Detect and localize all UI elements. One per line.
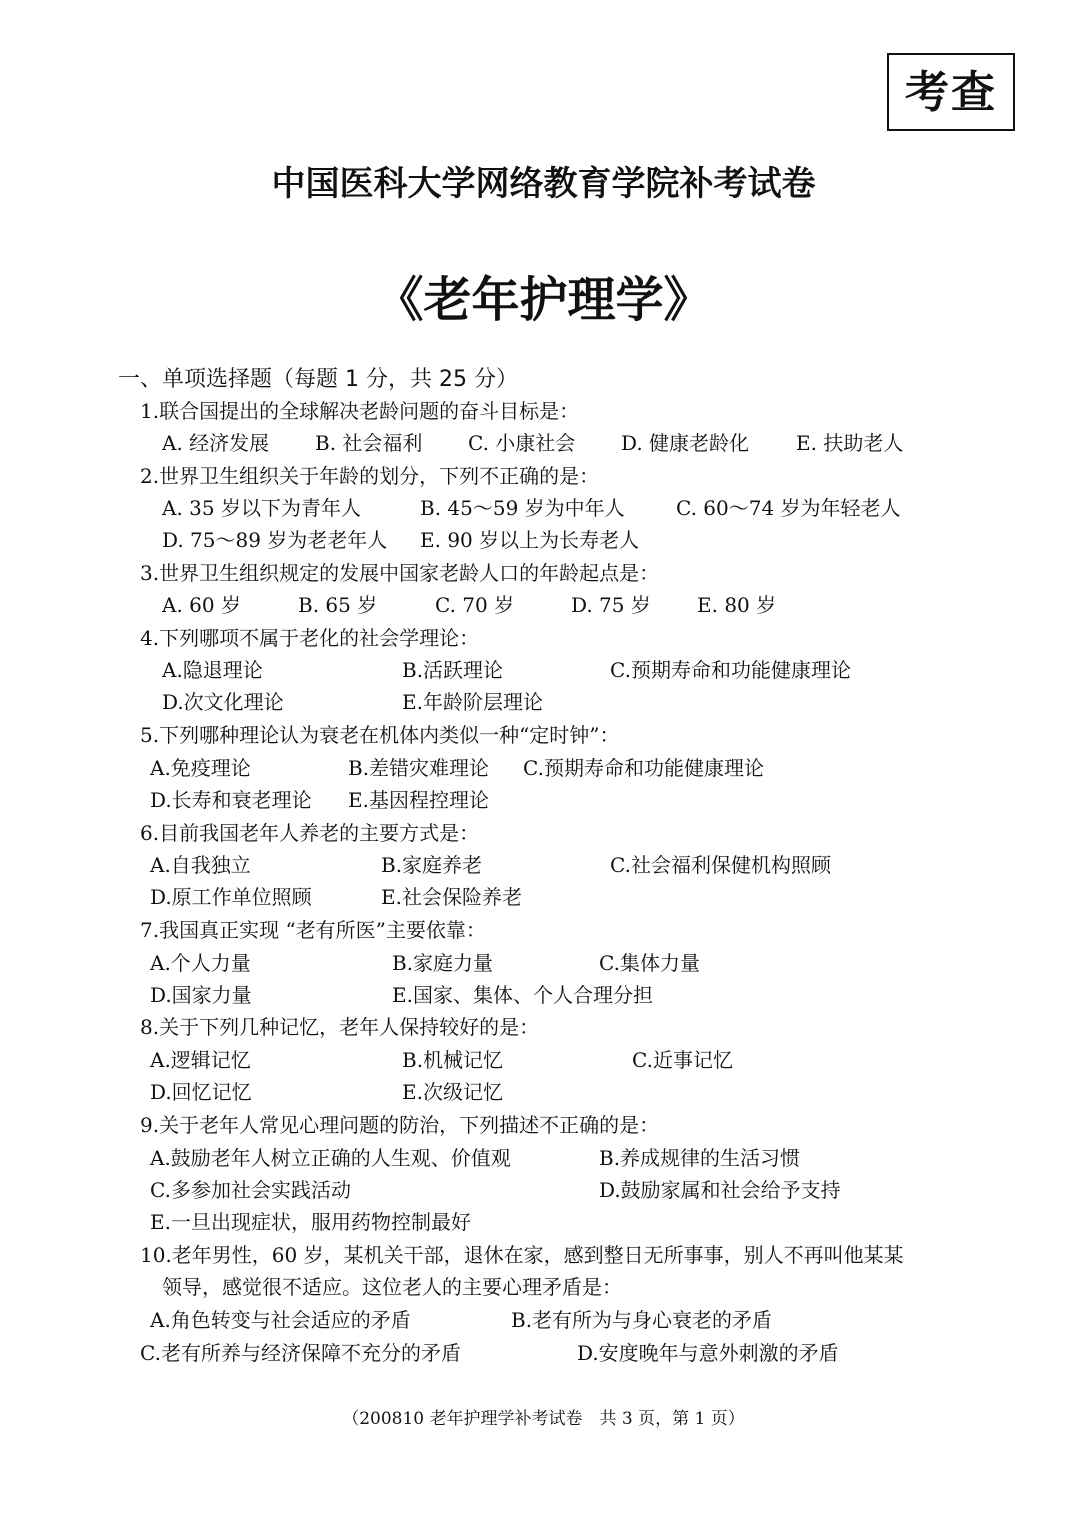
option-d: D.次文化理论	[162, 690, 284, 714]
institution-title: 中国医科大学网络教育学院补考试卷	[271, 164, 816, 204]
option-d: D.长寿和衰老理论	[150, 788, 312, 812]
option-b: B.家庭力量	[392, 951, 494, 975]
option-d: D.回忆记忆	[150, 1080, 252, 1104]
exam-type-stamp	[887, 53, 1015, 131]
option-e: E. 80 岁	[697, 593, 777, 617]
option-c: C.老有所养与经济保障不充分的矛盾	[140, 1341, 461, 1365]
question-stem: 8.关于下列几种记忆，老年人保持较好的是：	[140, 1015, 540, 1039]
option-a: A.免疫理论	[150, 756, 251, 780]
question-stem: 9.关于老年人常见心理问题的防治，下列描述不正确的是：	[140, 1113, 660, 1137]
option-a: A.鼓励老年人树立正确的人生观、价值观	[150, 1146, 511, 1170]
option-b: B.养成规律的生活习惯	[599, 1146, 801, 1170]
question-stem: 4.下列哪项不属于老化的社会学理论：	[140, 626, 480, 650]
option-d: D.国家力量	[150, 983, 252, 1007]
option-b: B.老有所为与身心衰老的矛盾	[511, 1308, 773, 1332]
option-a: A.自我独立	[150, 853, 251, 877]
option-c: C.预期寿命和功能健康理论	[523, 756, 764, 780]
option-b: B. 社会福利	[315, 431, 423, 455]
option-a: A. 经济发展	[162, 431, 270, 455]
option-a: A.个人力量	[150, 951, 251, 975]
option-b: B.差错灾难理论	[348, 756, 490, 780]
option-c: C.近事记忆	[632, 1048, 733, 1072]
question-stem-continued: 领导，感觉很不适应。这位老人的主要心理矛盾是：	[162, 1275, 622, 1299]
option-c: C. 小康社会	[468, 431, 576, 455]
option-a: A.逻辑记忆	[150, 1048, 251, 1072]
option-b: B. 65 岁	[298, 593, 378, 617]
page-footer: （200810 老年护理学补考试卷 共 3 页，第 1 页）	[342, 1409, 745, 1429]
option-c: C.多参加社会实践活动	[150, 1178, 351, 1202]
option-d: D.安度晚年与意外刺激的矛盾	[577, 1341, 839, 1365]
option-b: B.家庭养老	[381, 853, 483, 877]
option-c: C.集体力量	[599, 951, 700, 975]
question-stem: 10.老年男性，60 岁，某机关干部，退休在家，感到整日无所事事，别人不再叫他某某	[140, 1243, 904, 1267]
option-e: E.社会保险养老	[381, 885, 522, 909]
option-b: B.活跃理论	[402, 658, 504, 682]
question-stem: 5.下列哪种理论认为衰老在机体内类似一种“定时钟”：	[140, 723, 620, 747]
option-a: A.角色转变与社会适应的矛盾	[150, 1308, 411, 1332]
option-d: D.鼓励家属和社会给予支持	[599, 1178, 841, 1202]
option-a: A.隐退理论	[162, 658, 263, 682]
option-e: E.国家、集体、个人合理分担	[392, 983, 653, 1007]
option-b: B.机械记忆	[402, 1048, 504, 1072]
option-e: E.次级记忆	[402, 1080, 503, 1104]
section-heading: 一、单项选择题（每题 1 分，共 25 分）	[118, 367, 518, 392]
option-d: D. 75 岁	[571, 593, 651, 617]
option-c: C. 60～74 岁为年轻老人	[676, 496, 901, 520]
option-e: E.年龄阶层理论	[402, 690, 543, 714]
option-b: B. 45～59 岁为中年人	[420, 496, 625, 520]
exam-type-label: 考查	[905, 67, 997, 118]
option-a: A. 35 岁以下为青年人	[162, 496, 361, 520]
course-title: 《老年护理学》	[375, 272, 712, 328]
option-e: E. 扶助老人	[796, 431, 904, 455]
option-e: E. 90 岁以上为长寿老人	[420, 528, 640, 552]
option-a: A. 60 岁	[162, 593, 241, 617]
option-c: C. 70 岁	[435, 593, 515, 617]
option-c: C.社会福利保健机构照顾	[610, 853, 831, 877]
option-e: E.基因程控理论	[348, 788, 489, 812]
option-d: D. 健康老龄化	[621, 431, 750, 455]
option-c: C.预期寿命和功能健康理论	[610, 658, 851, 682]
option-e: E.一旦出现症状，服用药物控制最好	[150, 1210, 471, 1234]
question-stem: 2.世界卫生组织关于年龄的划分，下列不正确的是：	[140, 464, 600, 488]
question-stem: 6.目前我国老年人养老的主要方式是：	[140, 821, 480, 845]
question-stem: 3.世界卫生组织规定的发展中国家老龄人口的年龄起点是：	[140, 561, 660, 585]
question-stem: 7.我国真正实现 “老有所医”主要依靠：	[140, 918, 486, 942]
question-stem: 1.联合国提出的全球解决老龄问题的奋斗目标是：	[140, 399, 580, 423]
option-d: D.原工作单位照顾	[150, 885, 312, 909]
option-d: D. 75～89 岁为老老年人	[162, 528, 388, 552]
